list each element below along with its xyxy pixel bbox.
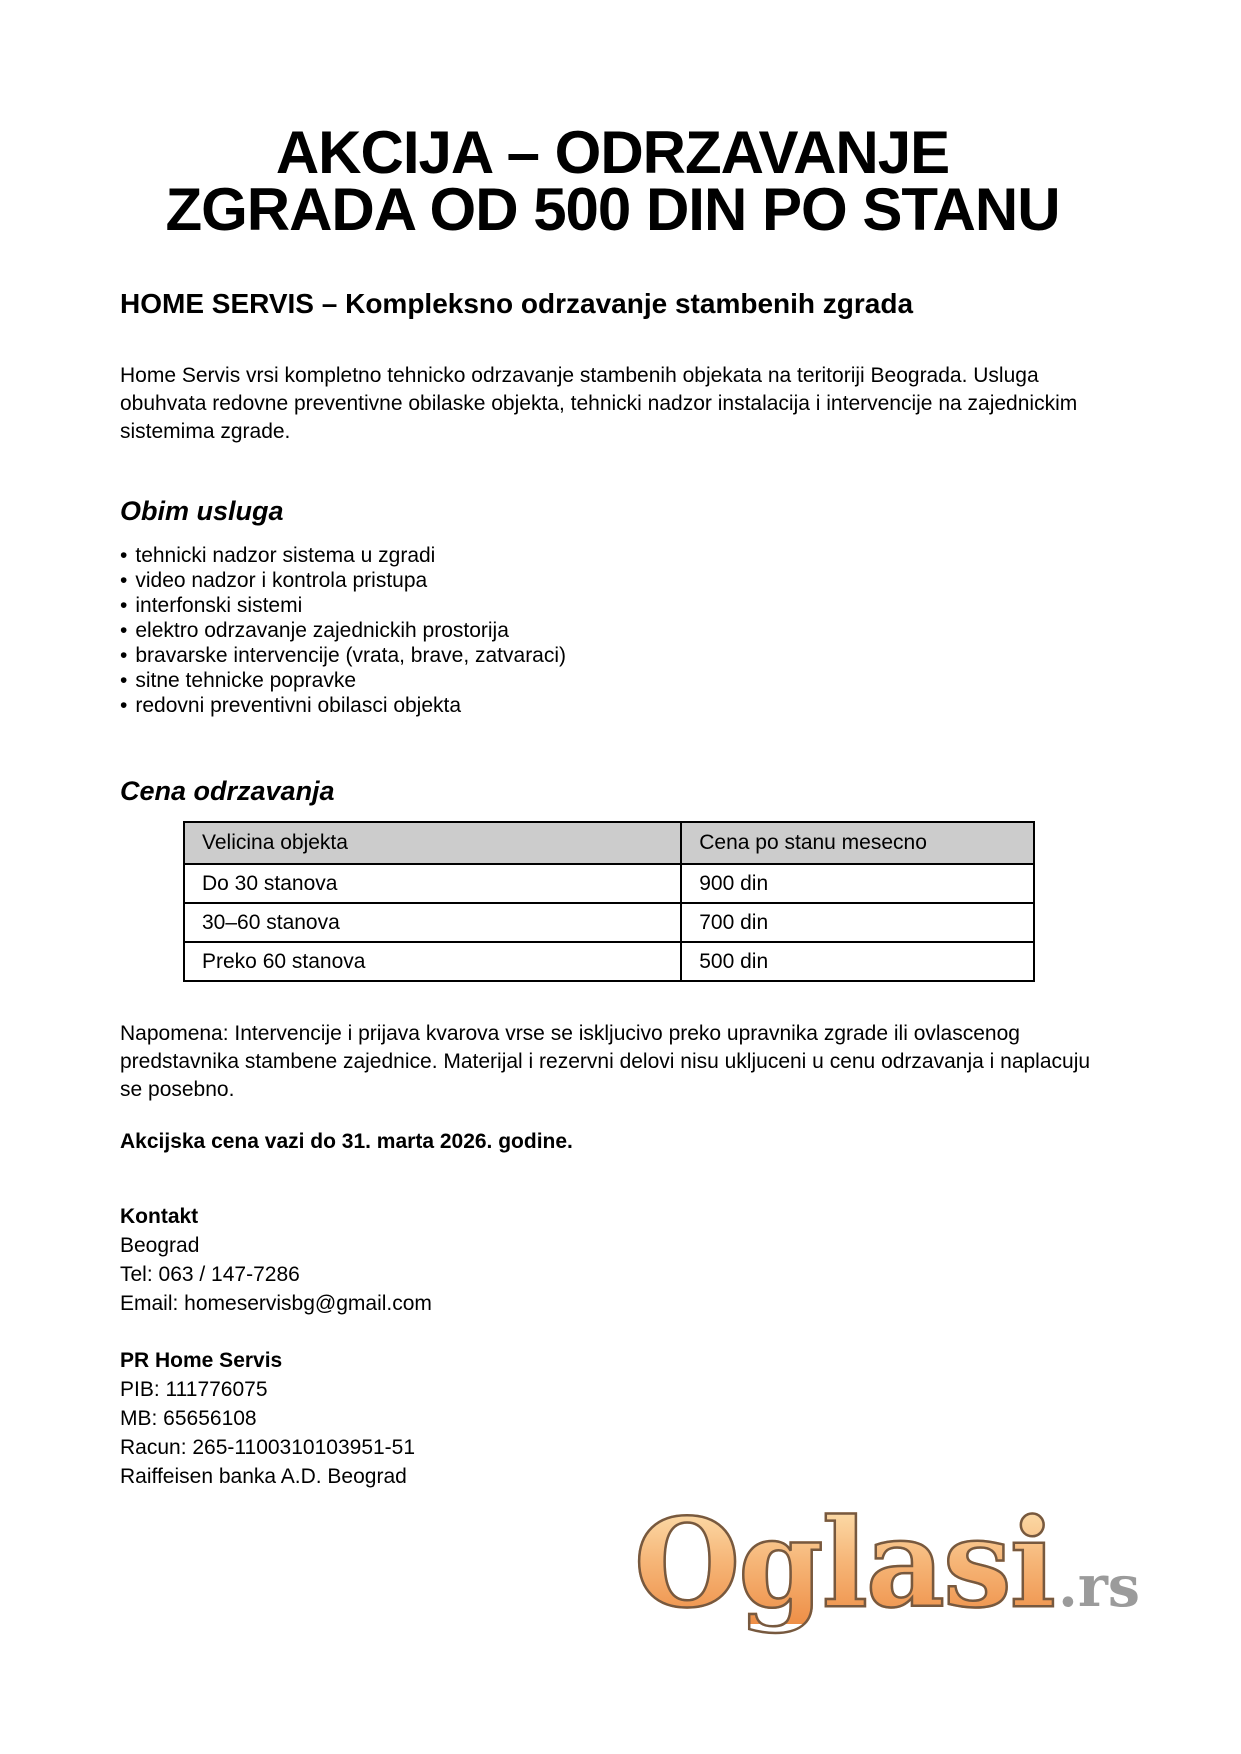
price-table bbox=[183, 821, 1035, 982]
contact-line: Tel: 063 / 147-7286 bbox=[120, 1263, 300, 1286]
list-item-label: interfonski sistemi bbox=[135, 594, 303, 617]
company-line: Racun: 265-1100310103951-51 bbox=[120, 1436, 416, 1459]
note-line: se posebno. bbox=[120, 1078, 235, 1101]
cell-price: 500 din bbox=[681, 942, 1034, 981]
list-item bbox=[120, 668, 1131, 693]
intro-line: Home Servis vrsi kompletno tehnicko odrzavanje stambenih objekata na teritoriji Beograda. Usluga bbox=[120, 364, 1039, 387]
list-item bbox=[120, 543, 1131, 568]
list-item bbox=[120, 618, 1131, 643]
intro-line: sistemima zgrade. bbox=[120, 420, 291, 443]
list-item-label: video nadzor i kontrola pristupa bbox=[135, 569, 428, 592]
bullet-icon: • bbox=[120, 569, 128, 592]
list-item-label: sitne tehnicke popravke bbox=[135, 669, 356, 692]
table-row bbox=[184, 903, 1034, 942]
list-item bbox=[120, 568, 1131, 593]
pricing-heading: Cena odrzavanja bbox=[120, 776, 335, 806]
bullet-icon: • bbox=[120, 594, 128, 617]
page-title-line1: AKCIJA – ODRZAVANJE bbox=[275, 119, 950, 186]
bullet-icon: • bbox=[120, 669, 128, 692]
list-item-label: elektro odrzavanje zajednickih prostorija bbox=[135, 619, 509, 642]
contact-line: Email: homeservisbg@gmail.com bbox=[120, 1292, 432, 1315]
bullet-icon: • bbox=[120, 544, 128, 567]
oglasi-logo bbox=[634, 1491, 1140, 1635]
subtitle: HOME SERVIS – Kompleksno odrzavanje stambenih zgrada bbox=[120, 288, 914, 319]
note-line: Napomena: Intervencije i prijava kvarova vrse se iskljucivo preko upravnika zgrade ili ovlascenog bbox=[120, 1022, 1020, 1045]
company-line: MB: 65656108 bbox=[120, 1407, 257, 1430]
oglasi-logo-suffix: .rs bbox=[1058, 1553, 1140, 1620]
services-list bbox=[120, 543, 1131, 718]
list-item-label: bravarske intervencije (vrata, brave, zatvaraci) bbox=[135, 644, 567, 667]
services-heading: Obim usluga bbox=[120, 496, 284, 526]
note-paragraph bbox=[120, 1020, 1131, 1104]
bullet-icon: • bbox=[120, 619, 128, 642]
table-row bbox=[184, 864, 1034, 903]
list-item-label: tehnicki nadzor sistema u zgradi bbox=[135, 544, 436, 567]
oglasi-logo-text: Oglasi bbox=[634, 1491, 1055, 1635]
list-item bbox=[120, 693, 1131, 718]
table-header-row bbox=[184, 822, 1034, 864]
cell-size: 30–60 stanova bbox=[184, 903, 681, 942]
bullet-icon: • bbox=[120, 694, 128, 717]
company-line: Raiffeisen banka A.D. Beograd bbox=[120, 1465, 407, 1488]
intro-line: obuhvata redovne preventivne obilaske objekta, tehnicki nadzor instalacija i intervencije na zajednickim bbox=[120, 392, 1078, 415]
note-line: predstavnika stambene zajednice. Materijal i rezervni delovi nisu ukljuceni u cenu odrzavanja i naplacuju bbox=[120, 1050, 1091, 1073]
company-heading: PR Home Servis bbox=[120, 1349, 283, 1372]
table-row bbox=[184, 942, 1034, 981]
page-title bbox=[120, 0, 1105, 243]
list-item-label: redovni preventivni obilasci objekta bbox=[135, 694, 462, 717]
column-header-size: Velicina objekta bbox=[184, 822, 681, 864]
bullet-icon: • bbox=[120, 644, 128, 667]
promo-line: Akcijska cena vazi do 31. marta 2026. godine. bbox=[120, 1130, 573, 1153]
list-item bbox=[120, 593, 1131, 618]
company-line: PIB: 111776075 bbox=[120, 1378, 268, 1401]
cell-size: Preko 60 stanova bbox=[184, 942, 681, 981]
page-title-line2: ZGRADA OD 500 DIN PO STANU bbox=[165, 176, 1060, 243]
list-item bbox=[120, 643, 1131, 668]
cell-price: 900 din bbox=[681, 864, 1034, 903]
contact-line: Beograd bbox=[120, 1234, 200, 1257]
intro-paragraph bbox=[120, 362, 1131, 446]
cell-price: 700 din bbox=[681, 903, 1034, 942]
company-block bbox=[120, 1346, 1131, 1491]
cell-size: Do 30 stanova bbox=[184, 864, 681, 903]
contact-block bbox=[120, 1202, 1131, 1318]
contact-heading: Kontakt bbox=[120, 1205, 199, 1228]
column-header-price: Cena po stanu mesecno bbox=[681, 822, 1034, 864]
